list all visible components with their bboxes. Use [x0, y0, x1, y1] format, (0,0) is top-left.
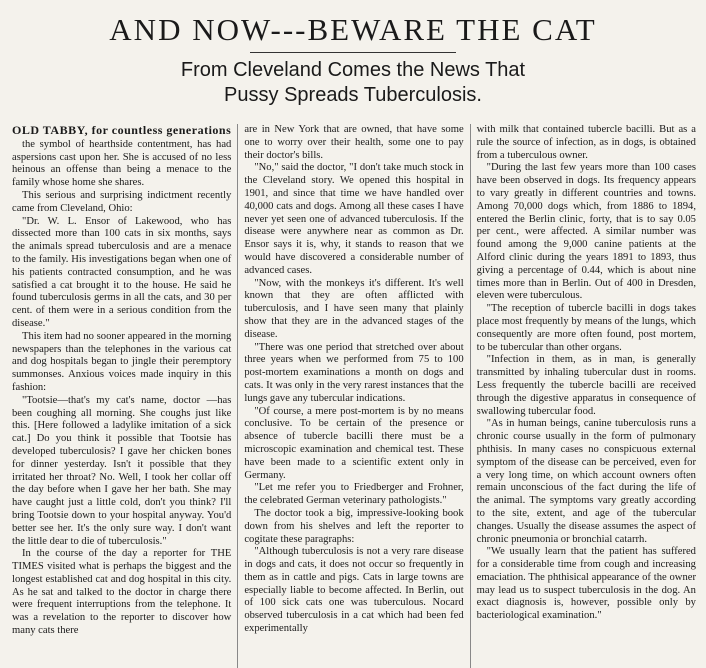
headline: AND NOW---BEWARE THE CAT	[109, 12, 597, 47]
subheadline-line-2: Pussy Spreads Tuberculosis.	[224, 84, 482, 106]
subheadline	[0, 58, 706, 108]
lead-paragraph	[12, 124, 231, 139]
paragraph: "Let me refer you to Friedberger and Frohner, the celebrated German veterinary pathologists."	[244, 482, 464, 507]
paragraph: "Now, with the monkeys it's different. It's well known that they are often afflicted with tuberculosis, and I have seen many that plainly show that they are in the advanced stages of the disease.	[244, 277, 464, 340]
paragraph: "We usually learn that the patient has suffered for a considerable time from cough and increasing emaciation. The phthisical appearance of the owner may lead us to suspect tuberculosis in the dog. An exact diagnosis is, however, possible only by bacteriological examination."	[476, 546, 696, 622]
paragraph: "No," said the doctor, "I don't take much stock in the Cleveland story. We opened this hospital in 1901, and since that time we have handled over 40,000 cats and dogs. Among all these cases I have never yet seen one of advanced tuberculosis. If the disease were anywhere near as common as Dr. Ensor says it is, why, it stands to reason that we would have discovered a considerable number of advanced cases.	[244, 162, 464, 276]
paragraph: "Although tuberculosis is not a very rare disease in dogs and cats, it does not occur so frequently in them as in cattle and pigs. Cats in large towns are especially liable to become affected. In Berlin, out of 100 sick cats one was tuberculous. Nocard observed tuberculosis in a cat which had been fed experimentally	[244, 546, 464, 635]
paragraph: The doctor took a big, impressive-looking book down from his shelves and left the reporter to cogitate these paragraphs:	[244, 507, 464, 545]
paragraph: "Of course, a mere post-mortem is by no means conclusive. To be certain of the presence or absence of tubercle bacilli there must be a microscopic examination and chemical test. These have been made to a scientific extent only in Germany.	[244, 405, 464, 481]
paragraph: the symbol of hearthside contentment, has had aspersions cast upon her. She is accused of no less heinous an offense than being a menace to the family whose home she shares.	[12, 138, 232, 189]
lead-in-text: OLD TABBY, for countless generations	[12, 124, 232, 137]
paragraph: "The reception of tubercle bacilli in dogs takes place most frequently by means of the lungs, which consequently are more often found, post mortem, to be tubercular than other organs.	[476, 303, 696, 353]
subheadline-line-1: From Cleveland Comes the News That	[180, 59, 526, 81]
paragraph: "Dr. W. L. Ensor of Lakewood, who has dissected more than 100 cats in six months, says the animals spread tuberculosis and are a menace to the family. His investigations began when one of his patients contracted consumption, and he was satisfied a cat brought it to the house. He said he found tuberculosis germs in all the cats, and 30 per cent. of them were in a serious condition from the disease."	[12, 215, 232, 329]
article-column-2	[237, 124, 469, 668]
paragraph: This serious and surprising indictment recently came from Cleveland, Ohio:	[12, 189, 232, 214]
headline-rule	[250, 52, 456, 53]
article-body	[6, 124, 702, 668]
paragraph: "Tootsie—that's my cat's name, doctor —has been coughing all morning. She coughs just like this. [Here followed a ladylike imitation of a sick cat.] Do you think it possible that Tootsie has developed tuberculosis? I gave her chicken bones for dinner yesterday. Isn't it possible that they irritated her throat? No. Well, I took her collar off the day before when I gave her her bath. She may have caught just a little cold, don't you think? I'll bring Tootsie down to your hospital anyway. You'd better see her. It's the only sure way. I don't want the little dear to die of tuberculosis."	[12, 394, 232, 547]
paragraph: "Infection in them, as in man, is generally transmitted by inhaling tubercular dust in rooms. Less frequently the tubercle bacilli are received through the digestive apparatus in consequence of swallowing tubercular food.	[476, 354, 696, 417]
paragraph: "There was one period that stretched over about three years when we performed from 75 to 100 post-mortem examinations a month on dogs and cats. It was only in the very rarest instances that the lungs gave any tubercular indications.	[244, 341, 464, 404]
paragraph: "During the last few years more than 100 cases have been observed in dogs. Its frequency appears to vary greatly in different countries and towns. Among 70,000 dogs which, from 1886 to 1894, entered the Berlin clinic, forty, that is to say 0.05 per cent., were affected. A similar number was found among the 9,000 canine patients at the Alford clinic during the years 1891 to 1893, thus giving a percentage of 0.44, which is about nine times more than in Berlin. Out of 400 in Dresden, eleven were tuberculous.	[476, 162, 696, 302]
article-column-1	[6, 124, 237, 668]
paragraph: This item had no sooner appeared in the morning newspapers than the telephones in the various cat and dog hospitals began to jingle their peremptory summonses. Anxious voices made inquiry in this fashion:	[12, 330, 232, 393]
article-column-3	[470, 124, 702, 668]
paragraph: with milk that contained tubercle bacilli. But as a rule the source of infection, as in dogs, is obtained from a tuberculous owner.	[476, 124, 696, 161]
paragraph: In the course of the day a reporter for THE TIMES visited what is perhaps the biggest and the longest established cat and dog hospital in this city. As he sat and talked to the doctor in charge there were frequent interruptions from the telephone. It was a revelation to the reporter to discover how many cats there	[12, 548, 232, 637]
paragraph: "As in human beings, canine tuberculosis runs a chronic course usually in the form of pulmonary phthisis. In many cases no conspicuous external symptom of the disease can be perceived, even for a very long time, on which account owners often remain unconscious of the fact during the life of the animal. The symptoms vary greatly according to the site, extent, and age of the tubercular changes. Usually the disease assumes the aspect of chronic pneumonia or bronchial catarrh.	[476, 418, 696, 545]
paragraph: are in New York that are owned, that have some one to worry over their health, some one to pay their doctor's bills.	[244, 124, 464, 161]
